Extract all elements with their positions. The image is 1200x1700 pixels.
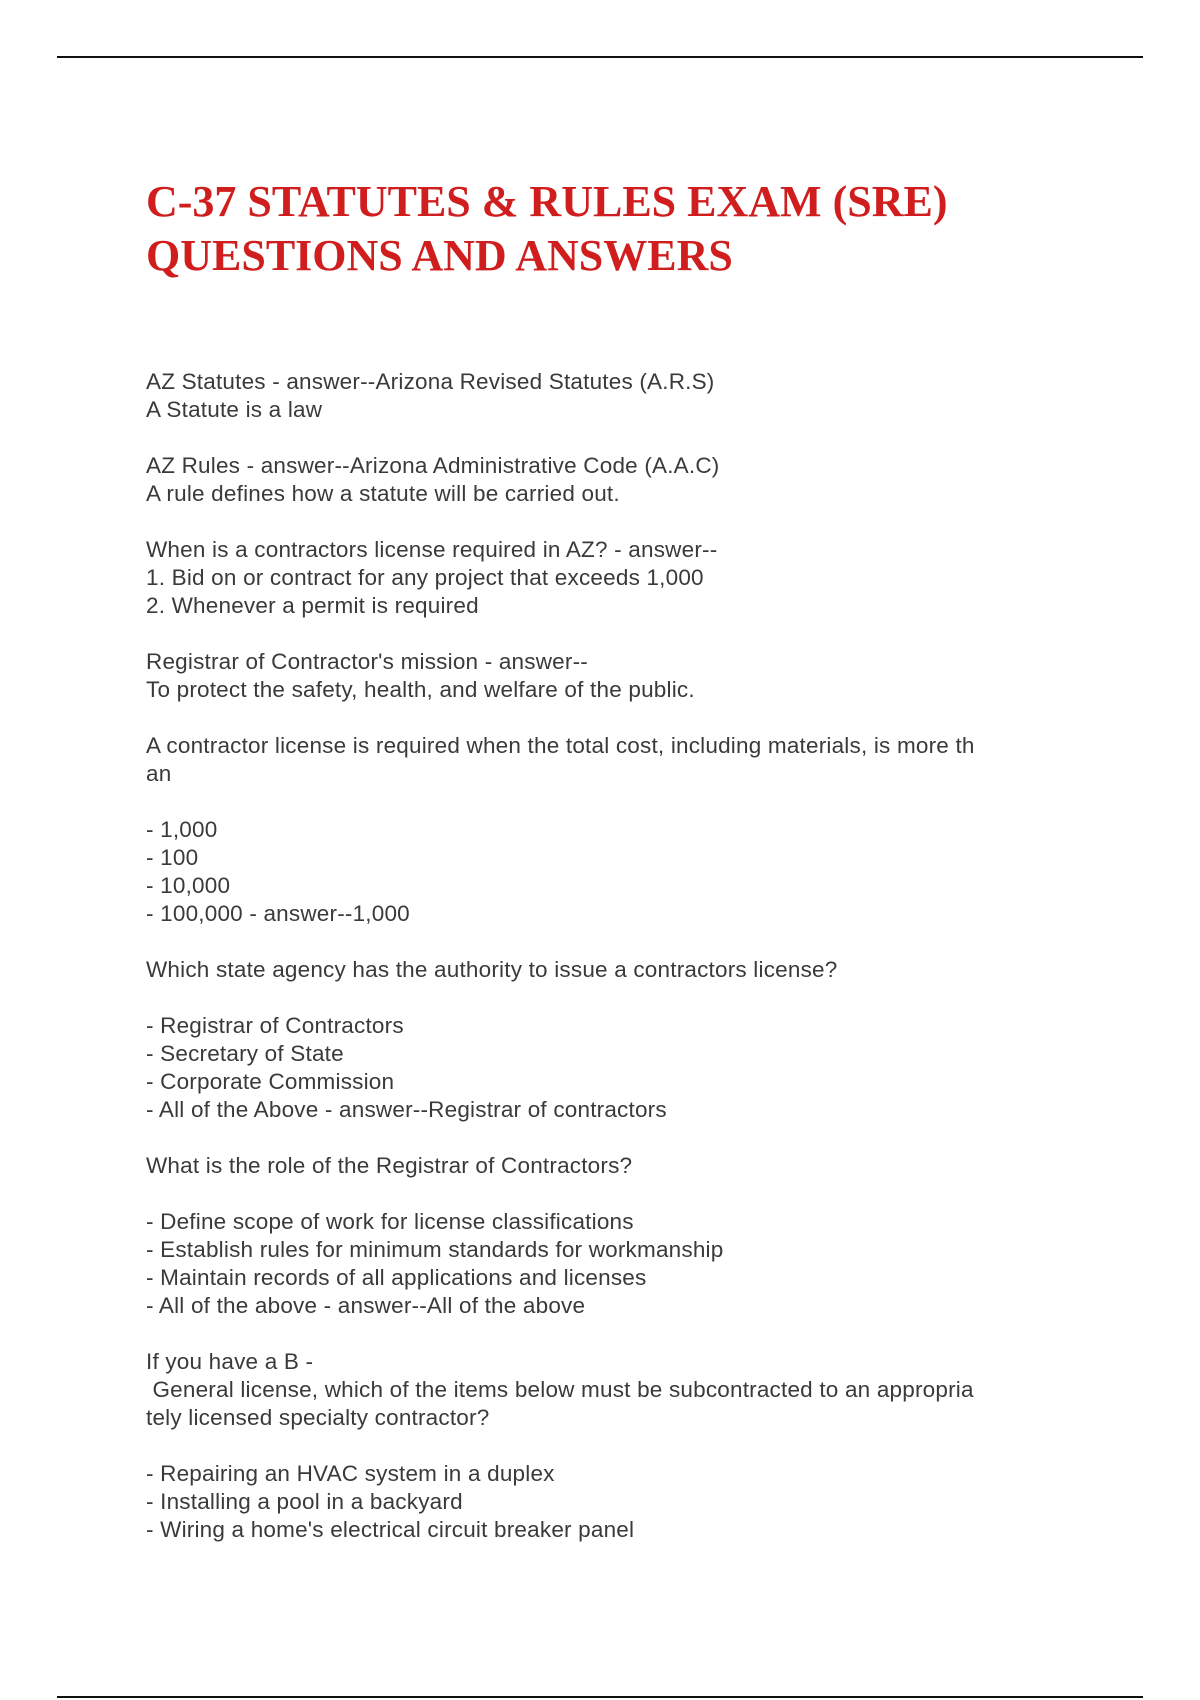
qa-block [146, 452, 1066, 508]
text-line: What is the role of the Registrar of Contractors? [146, 1153, 633, 1178]
qa-block [146, 956, 1066, 984]
qa-block [146, 1348, 1066, 1432]
text-line: tely licensed specialty contractor? [146, 1405, 490, 1430]
text-line: To protect the safety, health, and welfare of the public. [146, 677, 695, 702]
text-line: - Wiring a home's electrical circuit breaker panel [146, 1517, 635, 1542]
text-line: If you have a B - [146, 1349, 314, 1374]
text-line: 1. Bid on or contract for any project that exceeds 1,000 [146, 565, 704, 590]
text-line: - 10,000 [146, 873, 231, 898]
qa-block [146, 732, 1066, 788]
text-line: 2. Whenever a permit is required [146, 593, 479, 618]
qa-block [146, 648, 1066, 704]
top-rule [57, 56, 1143, 58]
text-line: - Corporate Commission [146, 1069, 395, 1094]
text-line: - 1,000 [146, 817, 218, 842]
bottom-rule [57, 1696, 1143, 1698]
text-line: - Maintain records of all applications and licenses [146, 1265, 647, 1290]
text-line: When is a contractors license required in AZ? - answer-- [146, 537, 718, 562]
text-line: - Secretary of State [146, 1041, 344, 1066]
text-line: - All of the above - answer--All of the above [146, 1293, 586, 1318]
qa-block [146, 368, 1066, 424]
text-line: - 100 [146, 845, 199, 870]
text-line: - Define scope of work for license classifications [146, 1209, 634, 1234]
qa-block [146, 1012, 1066, 1124]
text-line: - All of the Above - answer--Registrar of contractors [146, 1097, 667, 1122]
qa-block [146, 1208, 1066, 1320]
qa-content [146, 368, 1066, 1572]
text-line: AZ Statutes - answer--Arizona Revised Statutes (A.R.S) [146, 369, 715, 394]
text-line: Registrar of Contractor's mission - answer-- [146, 649, 588, 674]
text-line: - Repairing an HVAC system in a duplex [146, 1461, 555, 1486]
text-line: A Statute is a law [146, 397, 323, 422]
text-line: A contractor license is required when the total cost, including materials, is more th [146, 733, 975, 758]
title-line-2: QUESTIONS AND ANSWERS [146, 231, 733, 280]
text-line: an [146, 761, 172, 786]
text-line: - Installing a pool in a backyard [146, 1489, 463, 1514]
page-title [146, 175, 1106, 283]
text-line: General license, which of the items below must be subcontracted to an appropria [146, 1377, 974, 1402]
qa-block [146, 1152, 1066, 1180]
text-line: Which state agency has the authority to issue a contractors license? [146, 957, 838, 982]
text-line: A rule defines how a statute will be carried out. [146, 481, 620, 506]
qa-block [146, 536, 1066, 620]
qa-block [146, 816, 1066, 928]
text-line: - Registrar of Contractors [146, 1013, 404, 1038]
title-line-1: C-37 STATUTES & RULES EXAM (SRE) [146, 177, 948, 226]
text-line: - 100,000 - answer--1,000 [146, 901, 410, 926]
text-line: - Establish rules for minimum standards for workmanship [146, 1237, 724, 1262]
text-line: AZ Rules - answer--Arizona Administrative Code (A.A.C) [146, 453, 720, 478]
qa-block [146, 1460, 1066, 1544]
